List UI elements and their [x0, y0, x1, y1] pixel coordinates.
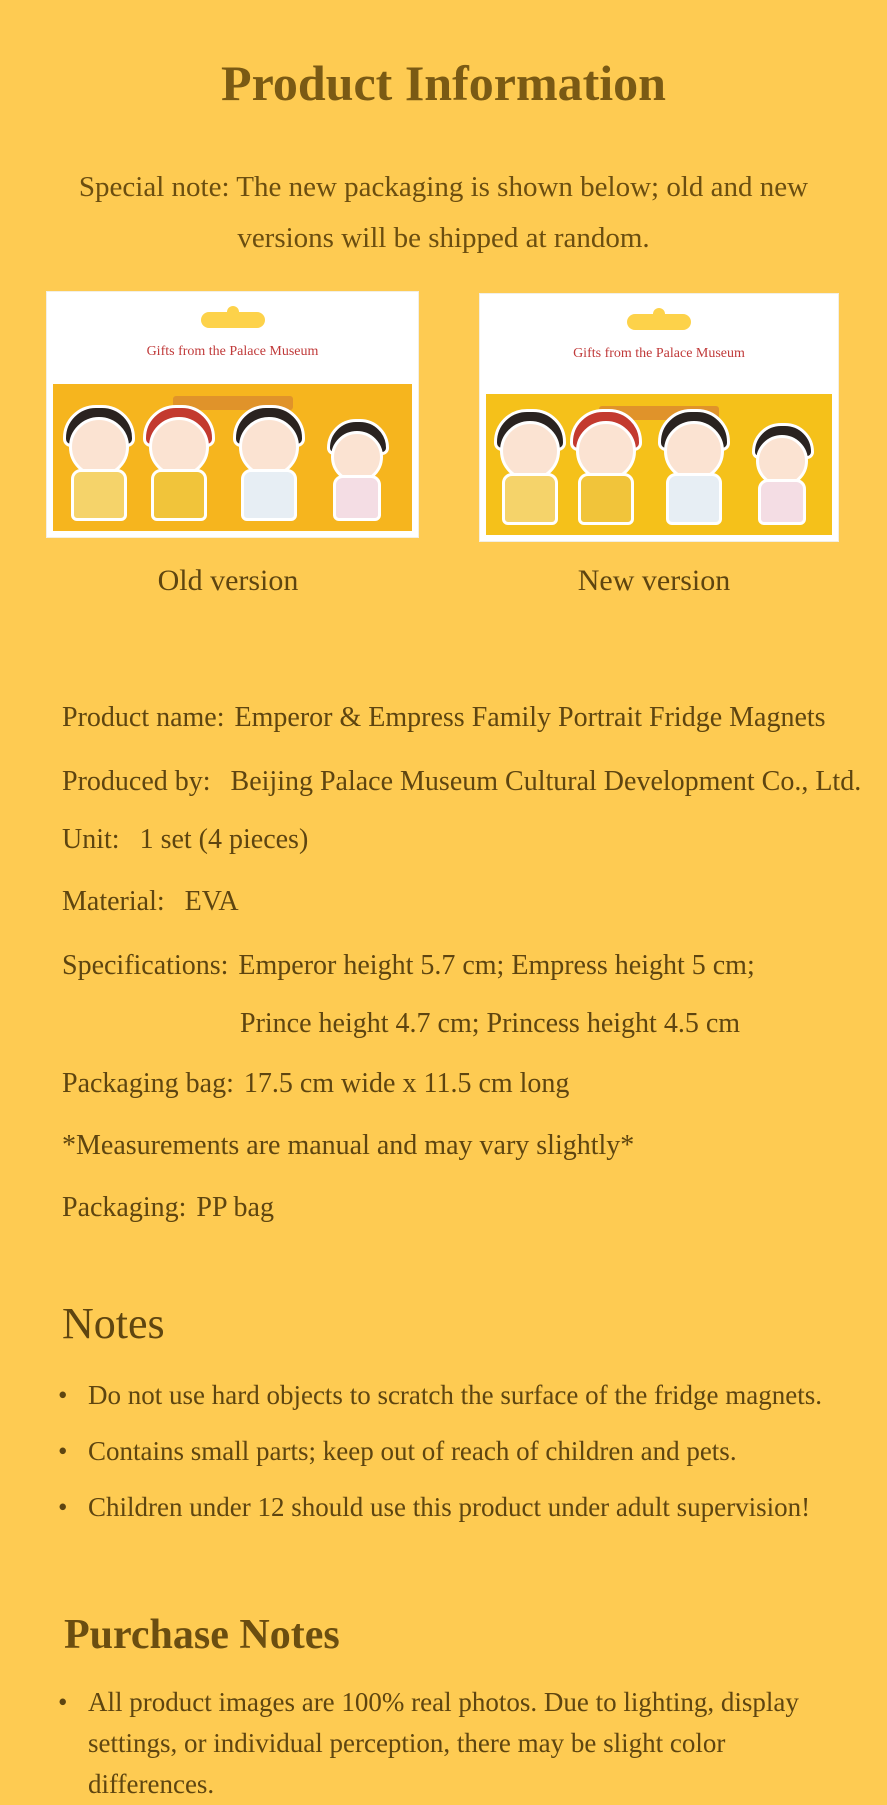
packaging-label: Packaging: — [62, 1192, 187, 1223]
empress-magnet-figure — [654, 407, 728, 525]
notes-item — [58, 1374, 822, 1416]
specifications-label: Specifications: — [62, 950, 229, 981]
bullet-icon: • — [58, 1492, 68, 1522]
unit-value: 1 set (4 pieces) — [139, 824, 309, 855]
producer-value: Beijing Palace Museum Cultural Development Co., Ltd. — [230, 766, 862, 797]
packaging-bag-value: 17.5 cm wide x 11.5 cm long — [243, 1068, 570, 1099]
bullet-icon: • — [58, 1436, 68, 1466]
purchase-notes-heading: Purchase Notes — [64, 1612, 340, 1658]
old-package-image — [47, 292, 418, 537]
new-version-caption: New version — [577, 564, 731, 597]
unit-label: Unit: — [62, 824, 120, 855]
magnet-card — [53, 384, 412, 531]
special-note: Special note: The new packaging is shown below; old and new versions will be shipped at random. — [78, 171, 809, 254]
purchase-notes-item-text: All product images are 100% real photos. Due to lighting, display settings, or individual perception, there may be slight color differences. — [88, 1687, 799, 1799]
purchase-notes-item — [58, 1682, 848, 1805]
notes-heading: Notes — [62, 1299, 165, 1348]
emperor-magnet-figure — [566, 407, 640, 525]
bullet-icon: • — [58, 1380, 68, 1410]
packaging-row — [62, 1188, 274, 1228]
product-name-label: Product name: — [62, 702, 225, 733]
producer-label: Produced by: — [62, 766, 211, 797]
specifications-row — [62, 946, 755, 986]
new-package-image — [480, 294, 838, 541]
princess-magnet-figure — [748, 421, 812, 525]
bullet-icon: • — [58, 1687, 68, 1717]
unit-row — [62, 820, 308, 860]
hang-hole-icon — [201, 312, 265, 328]
hang-hole-icon — [627, 314, 691, 330]
old-version-caption: Old version — [157, 564, 299, 597]
magnet-card — [486, 394, 832, 535]
product-name-value: Emperor & Empress Family Portrait Fridge Magnets — [234, 702, 826, 733]
product-name-row — [62, 698, 826, 738]
page-title: Product Information — [221, 55, 666, 111]
princess-magnet-figure — [323, 417, 387, 521]
notes-item-text: Children under 12 should use this product under adult supervision! — [88, 1492, 811, 1522]
notes-item-text: Contains small parts; keep out of reach of children and pets. — [88, 1436, 737, 1466]
package-label: Gifts from the Palace Museum — [573, 346, 745, 361]
packaging-bag-row — [62, 1064, 569, 1104]
producer-row — [62, 762, 861, 802]
prince-magnet-figure — [490, 407, 564, 525]
notes-item — [58, 1486, 810, 1528]
specifications-line-1: Emperor height 5.7 cm; Empress height 5 cm; — [238, 950, 755, 981]
packaging-value: PP bag — [196, 1192, 274, 1223]
notes-item — [58, 1430, 737, 1472]
empress-magnet-figure — [229, 403, 303, 521]
emperor-magnet-figure — [139, 403, 213, 521]
material-value: EVA — [184, 886, 239, 917]
specifications-line-2: Prince height 4.7 cm; Princess height 4.5 cm — [240, 1008, 741, 1039]
material-row — [62, 882, 239, 922]
prince-magnet-figure — [59, 403, 133, 521]
package-label: Gifts from the Palace Museum — [146, 344, 319, 359]
material-label: Material: — [62, 886, 165, 917]
packaging-bag-label: Packaging bag: — [62, 1068, 234, 1099]
notes-item-text: Do not use hard objects to scratch the surface of the fridge magnets. — [88, 1380, 822, 1410]
measurement-note: *Measurements are manual and may vary slightly* — [62, 1130, 635, 1161]
